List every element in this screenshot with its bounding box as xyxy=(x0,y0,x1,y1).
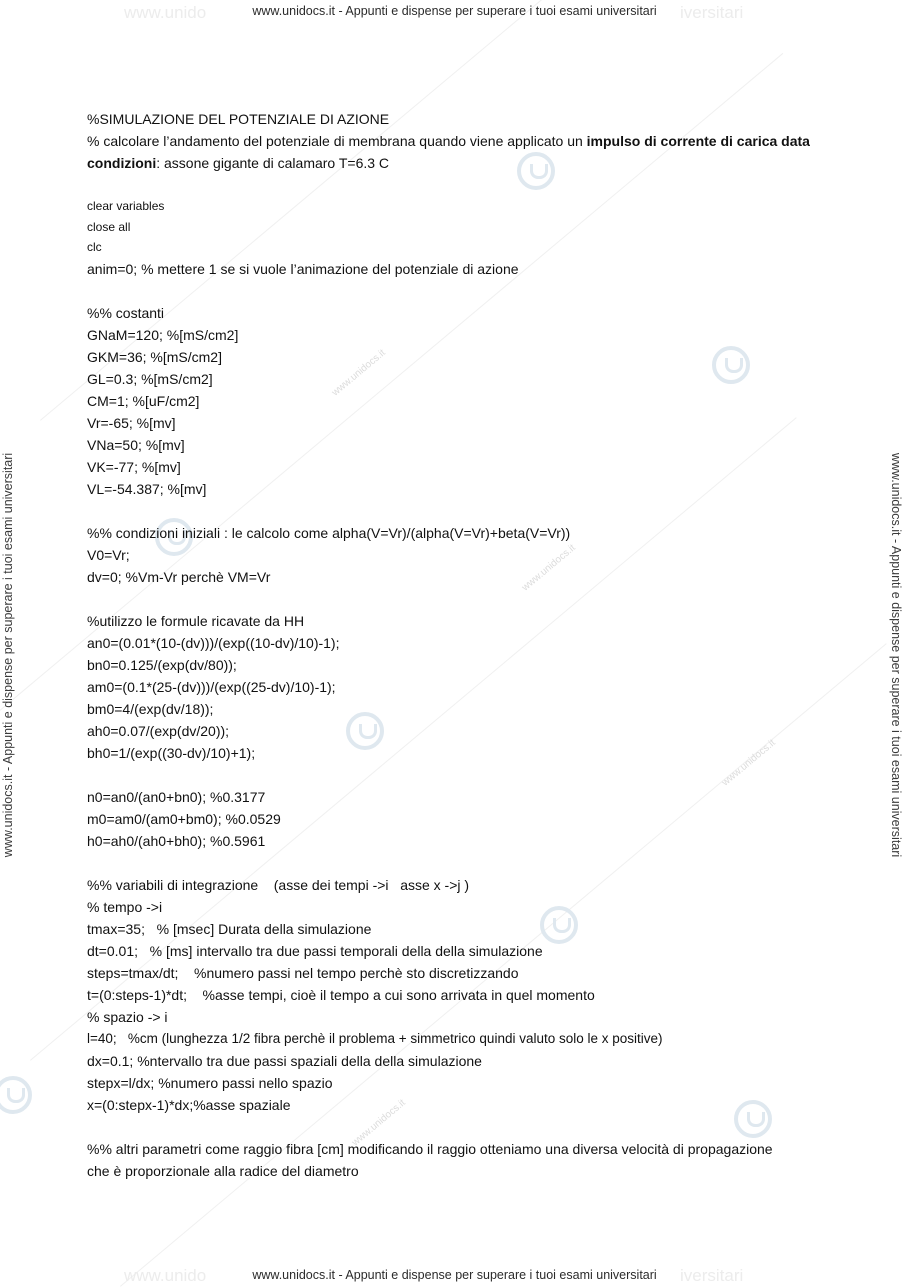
blank-line xyxy=(87,500,867,522)
code-line: % tempo ->i xyxy=(87,898,163,915)
code-line: l=40; %cm (lunghezza 1/2 fibra perchè il problema + simmetrico quindi valuto solo le x positive) xyxy=(87,1030,663,1046)
doc-intro-text: % calcolare l’andamento del potenziale di membrana quando viene applicato un xyxy=(87,133,587,149)
code-line: bh0=1/(exp((30-dv)/10)+1); xyxy=(87,744,256,761)
code-line: x=(0:stepx-1)*dx;%asse spaziale xyxy=(87,1096,291,1113)
code-line: GKM=36; %[mS/cm2] xyxy=(87,348,222,365)
watermark-diagonal-text: www.unidocs.it xyxy=(330,347,388,399)
watermark-side-left: www.unidocs.it - Appunti e dispense per superare i tuoi esami universitari xyxy=(1,452,15,858)
section-header: %% costanti xyxy=(87,304,165,321)
code-line: Vr=-65; %[mv] xyxy=(87,414,176,431)
code-line: anim=0; % mettere 1 se si vuole l’animazione del potenziale di azione xyxy=(87,260,519,277)
code-line: VNa=50; %[mv] xyxy=(87,436,185,453)
code-line: dv=0; %Vm-Vr perchè VM=Vr xyxy=(87,568,271,585)
watermark-ghost-right: iversitari xyxy=(680,1266,744,1285)
document-body xyxy=(87,108,867,1182)
watermark-ghost-left: www.unido xyxy=(124,3,207,22)
section-header: %% condizioni iniziali : le calcolo come alpha(V=Vr)/(alpha(V=Vr)+beta(V=Vr)) xyxy=(87,524,571,541)
code-line: dt=0.01; % [ms] intervallo tra due passi temporali della della simulazione xyxy=(87,942,543,959)
section-header: %utilizzo le formule ricavate da HH xyxy=(87,612,305,629)
doc-intro xyxy=(87,130,867,174)
watermark-ghost-right: iversitari xyxy=(680,3,744,22)
code-line: VL=-54.387; %[mv] xyxy=(87,480,207,497)
blank-line xyxy=(87,280,867,302)
section-header: %% altri parametri come raggio fibra [cm] modificando il raggio otteniamo una diversa velocità di propagazione che è proporzionale alla radice del diametro xyxy=(87,1140,773,1179)
code-line: VK=-77; %[mv] xyxy=(87,458,181,475)
watermark-header: www.unidocs.it - Appunti e dispense per superare i tuoi esami universitari xyxy=(252,4,657,18)
code-line: stepx=l/dx; %numero passi nello spazio xyxy=(87,1074,333,1091)
code-line: bm0=4/(exp(dv/18)); xyxy=(87,700,214,717)
section-header: %% variabili di integrazione (asse dei tempi ->i asse x ->j ) xyxy=(87,876,470,893)
code-line: GNaM=120; %[mS/cm2] xyxy=(87,326,239,343)
code-line: dx=0.1; %ntervallo tra due passi spaziali della della simulazione xyxy=(87,1052,482,1069)
blank-line xyxy=(87,1116,867,1138)
code-line: am0=(0.1*(25-(dv)))/(exp((25-dv)/10)-1); xyxy=(87,678,336,695)
watermark-diagonal-text: www.unidocs.it xyxy=(720,737,778,789)
watermark-ghost-left: www.unido xyxy=(124,1266,207,1285)
code-line: bn0=0.125/(exp(dv/80)); xyxy=(87,656,237,673)
blank-line xyxy=(87,174,867,196)
doc-title: %SIMULAZIONE DEL POTENZIALE DI AZIONE xyxy=(87,111,390,127)
code-line: % spazio -> i xyxy=(87,1008,168,1025)
watermark-footer: www.unidocs.it - Appunti e dispense per superare i tuoi esami universitari xyxy=(252,1268,657,1282)
code-line: clear variables xyxy=(87,199,165,213)
code-line: tmax=35; % [msec] Durata della simulazione xyxy=(87,920,372,937)
code-line: CM=1; %[uF/cm2] xyxy=(87,392,200,409)
code-line: h0=ah0/(ah0+bh0); %0.5961 xyxy=(87,832,266,849)
doc-intro-text-end: : assone gigante di calamaro T=6.3 C xyxy=(156,155,390,171)
code-line: steps=tmax/dt; %numero passi nel tempo perchè sto discretizzando xyxy=(87,964,519,981)
watermark-diagonal-text: www.unidocs.it xyxy=(520,542,578,594)
code-line: an0=(0.01*(10-(dv)))/(exp((10-dv)/10)-1); xyxy=(87,634,340,651)
code-line: n0=an0/(an0+bn0); %0.3177 xyxy=(87,788,266,805)
doc-intro-bold: impulso di corrente di carica data condizioni xyxy=(87,133,810,171)
code-line: clc xyxy=(87,240,102,254)
code-line: m0=am0/(am0+bm0); %0.0529 xyxy=(87,810,281,827)
watermark-side-right: www.unidocs.it - Appunti e dispense per superare i tuoi esami universitari xyxy=(889,452,903,858)
code-line: close all xyxy=(87,219,131,234)
blank-line xyxy=(87,852,867,874)
code-line: ah0=0.07/(exp(dv/20)); xyxy=(87,722,230,739)
blank-line xyxy=(87,764,867,786)
watermark-logo-icon xyxy=(0,1076,32,1114)
code-line: t=(0:steps-1)*dt; %asse tempi, cioè il tempo a cui sono arrivata in quel momento xyxy=(87,986,595,1003)
watermark-diagonal-text: www.unidocs.it xyxy=(350,1097,408,1149)
code-line: V0=Vr; xyxy=(87,546,130,563)
blank-line xyxy=(87,588,867,610)
code-line: GL=0.3; %[mS/cm2] xyxy=(87,370,213,387)
